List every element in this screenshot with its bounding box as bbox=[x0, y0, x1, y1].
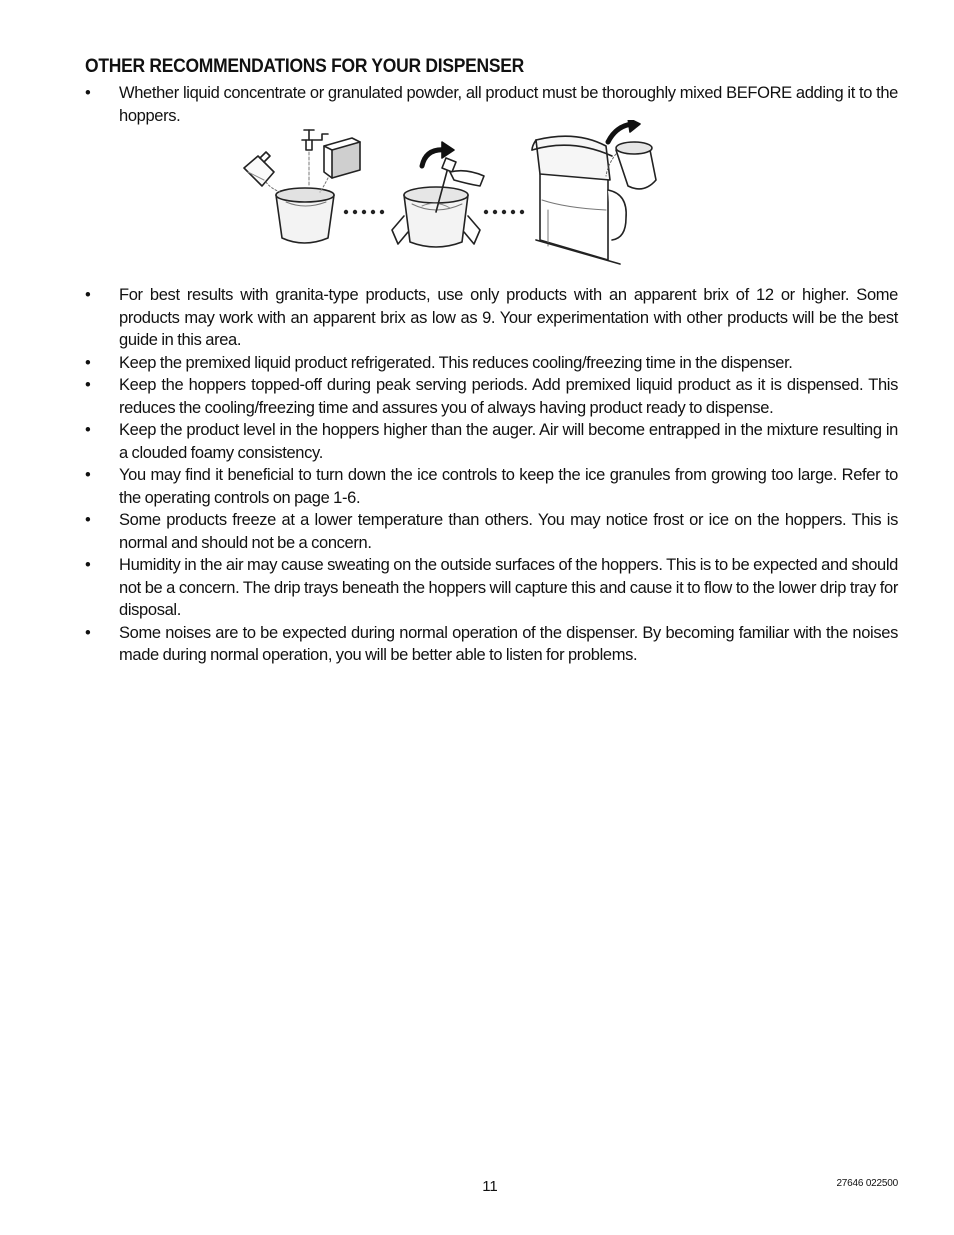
bullet-text: Some products freeze at a lower temperature than others. You may notice frost or ice on the hoppers. This is normal and should not be a concern. bbox=[119, 511, 898, 552]
step-separator-icon bbox=[344, 210, 384, 214]
list-item bbox=[85, 464, 898, 509]
list-item bbox=[85, 352, 898, 375]
list-item bbox=[85, 374, 898, 419]
bullet-text: Whether liquid concentrate or granulated powder, all product must be thoroughly mixed BEFORE adding it to the hoppers. bbox=[119, 84, 898, 125]
document-code: 27646 022500 bbox=[836, 1178, 898, 1189]
bullet-text: You may find it beneficial to turn down the ice controls to keep the ice granules from growing too large. Refer to the operating controls on page 1-6. bbox=[119, 466, 898, 507]
list-item bbox=[85, 554, 898, 622]
step-separator-icon bbox=[484, 210, 524, 214]
list-item bbox=[85, 509, 898, 554]
list-item bbox=[85, 622, 898, 667]
bullet-icon: • bbox=[85, 623, 91, 642]
bullet-icon: • bbox=[85, 466, 91, 484]
fill-hopper-icon bbox=[532, 120, 656, 264]
bullet-icon: • bbox=[85, 84, 91, 102]
page-number: 11 bbox=[482, 1178, 498, 1195]
stir-mixture-icon bbox=[392, 142, 484, 247]
bullet-text: For best results with granita-type products, use only products with an apparent brix of 12 or higher. Some products may work with an apparent brix as low as 9. Your experimentation with other products will be the best guide in this area. bbox=[119, 286, 898, 349]
bullet-text: Some noises are to be expected during normal operation of the dispenser. By becoming familiar with the noises made during normal operation, you will be better able to listen for problems. bbox=[119, 623, 898, 664]
bullet-icon: • bbox=[85, 556, 91, 574]
mixing-steps-illustration bbox=[236, 120, 666, 270]
bullet-text: Humidity in the air may cause sweating on the outside surfaces of the hoppers. This is to be expected and should not be a concern. The drip trays beneath the hoppers will capture this and cause it to flow to the lower drip tray for disposal. bbox=[119, 556, 898, 619]
bullet-text: Keep the premixed liquid product refrigerated. This reduces cooling/freezing time in the dispenser. bbox=[119, 353, 793, 372]
pour-ingredients-icon bbox=[244, 130, 360, 243]
bullet-icon: • bbox=[85, 376, 91, 394]
bullet-text: Keep the product level in the hoppers higher than the auger. Air will become entrapped in the mixture resulting in a clouded foamy consistency. bbox=[119, 421, 898, 462]
bullet-icon: • bbox=[85, 353, 91, 372]
list-item bbox=[85, 284, 898, 352]
bullet-text: Keep the hoppers topped-off during peak serving periods. Add premixed liquid product as it is dispensed. This reduces the cooling/freezing time and assures you of always having product ready to dispense. bbox=[119, 376, 898, 417]
page-title: OTHER RECOMMENDATIONS FOR YOUR DISPENSER bbox=[85, 56, 524, 77]
bullet-list-recommendations bbox=[85, 284, 898, 667]
list-item bbox=[85, 419, 898, 464]
bullet-icon: • bbox=[85, 286, 91, 304]
bullet-icon: • bbox=[85, 511, 91, 529]
bullet-icon: • bbox=[85, 421, 91, 439]
